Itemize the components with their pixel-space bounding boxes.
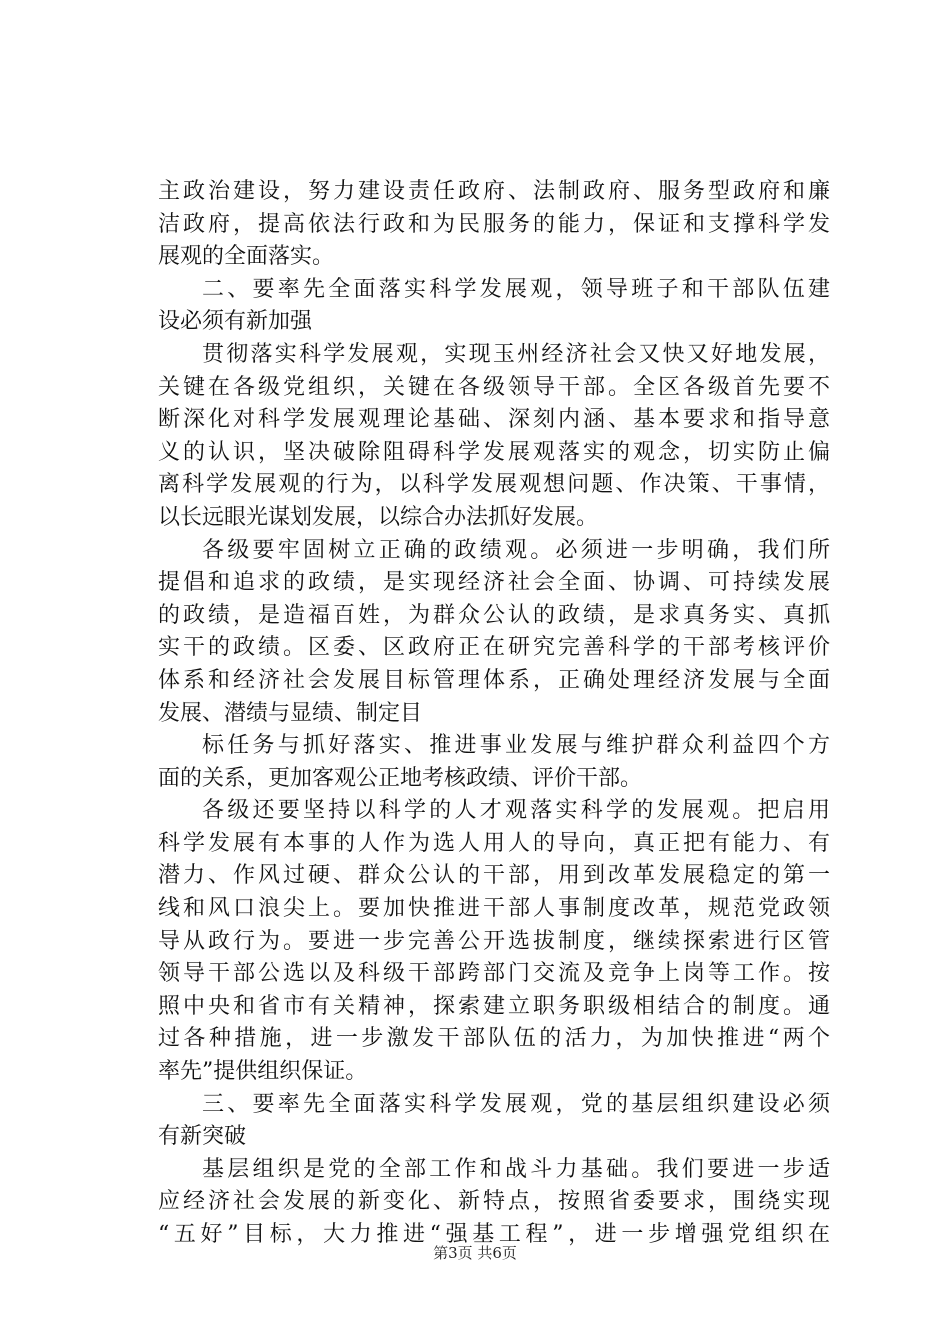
text-line: “五好”目标，大力推进“强基工程”，进一步增强党组织在: [158, 1222, 830, 1247]
text-line: 义的认识，坚决破除阻碍科学发展观落实的观念，切实防止偏: [158, 439, 830, 465]
text-line: 有新突破: [158, 1124, 247, 1150]
text-line: 主政治建设，努力建设责任政府、法制政府、服务型政府和廉: [158, 179, 830, 204]
text-line: 过各种措施，进一步激发干部队伍的活力，为加快推进“两个: [158, 1026, 830, 1052]
text-line: 率先”提供组织保证。: [158, 1059, 368, 1085]
text-line: 面的关系，更加客观公正地考核政绩、评价干部。: [158, 765, 643, 791]
text-line: 各级要牢固树立正确的政绩观。必须进一步明确，我们所: [202, 537, 830, 563]
text-line: 基层组织是党的全部工作和战斗力基础。我们要进一步适: [202, 1156, 830, 1182]
text-line: 的政绩，是造福百姓，为群众公认的政绩，是求真务实、真抓: [158, 602, 830, 628]
text-line: 以长远眼光谋划发展，以综合办法抓好发展。: [158, 504, 599, 530]
text-line: 线和风口浪尖上。要加快推进干部人事制度改革，规范党政领: [158, 896, 830, 922]
text-line: 领导干部公选以及科级干部跨部门交流及竞争上岗等工作。按: [158, 961, 830, 987]
text-line: 展观的全面落实。: [158, 244, 335, 270]
document-body: [158, 176, 830, 1252]
page-footer: 第3页 共6页: [433, 1244, 517, 1262]
text-line: 导从政行为。要进一步完善公开选拔制度，继续探索进行区管: [158, 928, 830, 954]
text-line: 标任务与抓好落实、推进事业发展与维护群众利益四个方: [202, 733, 830, 759]
text-line: 潜力、作风过硬、群众公认的干部，用到改革发展稳定的第一: [158, 863, 830, 889]
text-line: 洁政府，提高依法行政和为民服务的能力，保证和支撑科学发: [158, 211, 830, 237]
text-line: 设必须有新加强: [158, 309, 313, 335]
text-line: 科学发展有本事的人作为选人用人的导向，真正把有能力、有: [158, 830, 830, 856]
text-line: 应经济社会发展的新变化、新特点，按照省委要求，围绕实现: [158, 1189, 830, 1215]
text-line: 发展、潜绩与显绩、制定目: [158, 700, 423, 726]
text-line: 提倡和追求的政绩，是实现经济社会全面、协调、可持续发展: [158, 570, 830, 596]
text-line: 三、要率先全面落实科学发展观，党的基层组织建设必须: [202, 1091, 830, 1117]
text-line: 断深化对科学发展观理论基础、深刻内涵、基本要求和指导意: [158, 407, 830, 433]
text-line: 各级还要坚持以科学的人才观落实科学的发展观。把启用: [202, 798, 830, 824]
text-line: 二、要率先全面落实科学发展观，领导班子和干部队伍建: [202, 276, 830, 302]
text-line: 贯彻落实科学发展观，实现玉州经济社会又快又好地发展，: [202, 341, 830, 367]
text-line: 离科学发展观的行为，以科学发展观想问题、作决策、干事情，: [158, 472, 830, 498]
text-line: 照中央和省市有关精神，探索建立职务职级相结合的制度。通: [158, 993, 830, 1019]
text-line: 体系和经济社会发展目标管理体系，正确处理经济发展与全面: [158, 667, 830, 693]
text-line: 关键在各级党组织，关键在各级领导干部。全区各级首先要不: [158, 374, 830, 400]
text-line: 实干的政绩。区委、区政府正在研究完善科学的干部考核评价: [158, 635, 830, 661]
